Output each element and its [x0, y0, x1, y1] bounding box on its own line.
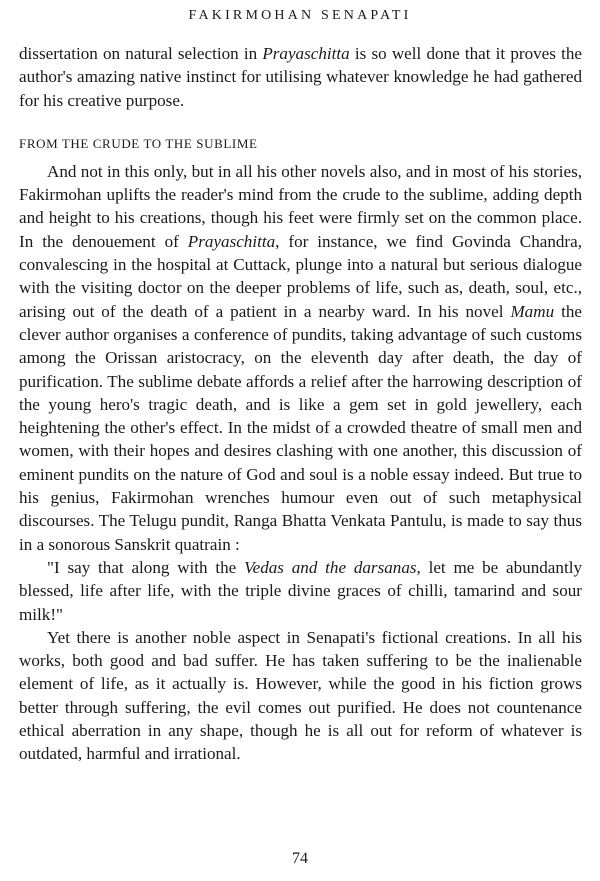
quotation	[19, 556, 582, 626]
paragraph	[19, 160, 582, 556]
text-run: dissertation on natural selection in	[19, 44, 263, 63]
text-run: And not in this only, but in all his other novels also, and in most of his stories, Fakirmohan uplifts the reader's mind from the crude to the sublime, adding depth and height to his creations, though his feet were firmly set on the common place. In the denouement of	[19, 161, 582, 251]
text-run: , let me be abundantly blessed, life after life, with the triple divine graces of chilli, tamarind and sour milk!"	[19, 557, 582, 624]
book-title-italic: Prayaschitta	[187, 231, 276, 251]
section-heading: FROM THE CRUDE TO THE SUBLIME	[19, 135, 258, 151]
text-run: is so well done that it proves the author's amazing native instinct for utilising whatever knowledge he had gathered for his creative purpose.	[19, 44, 582, 110]
italic-phrase: Vedas and the darsanas	[244, 557, 417, 577]
text-run: "I say that along with the	[47, 557, 245, 577]
body-text	[19, 42, 582, 766]
book-title-italic: Prayaschitta	[262, 44, 350, 63]
text-run: , for instance, we find Govinda Chandra, convalescing in the hospital at Cuttack, plunge into a natural but serious dialogue with the visiting doctor on the deeper problems of life, such as, death, soul, etc., arising out of the death of a patient in a nearby ward. In his novel	[19, 231, 582, 321]
page-number: 74	[292, 850, 308, 867]
text-run: the clever author organises a conference of pundits, taking advantage of such customs among the Orissan aristocracy, on the eleventh day after death, the day of purification. The sublime debate affords a relief after the harrowing description of the young hero's tragic death, and is like a gem set in gold jewellery, each heightening the other's effect. In the midst of a crowded theatre of small men and women, with their hopes and desires clashing with one another, this discussion of eminent pundits on the nature of God and soul is a noble essay indeed. But true to his genius, Fakirmohan wrenches humour even out of such metaphysical discourses. The Telugu pundit, Ranga Bhatta Venkata Pantulu, is made to say thus in a sonorous Sanskrit quatrain :	[19, 301, 582, 554]
paragraph: Yet there is another noble aspect in Senapati's fictional creations. In all his works, both good and bad suffer. He has taken suffering to be the inalienable element of life, as it actually is. However, while the good in his fiction grows better through suffering, the evil comes out purified. He does not countenance ethical aberration in any shape, though he is all out for reform of whatever is outdated, harmful and irrational.	[19, 627, 582, 764]
paragraph-continued	[19, 42, 582, 112]
book-title-italic: Mamu	[510, 301, 555, 321]
running-header: FAKIRMOHAN SENAPATI	[188, 8, 412, 23]
